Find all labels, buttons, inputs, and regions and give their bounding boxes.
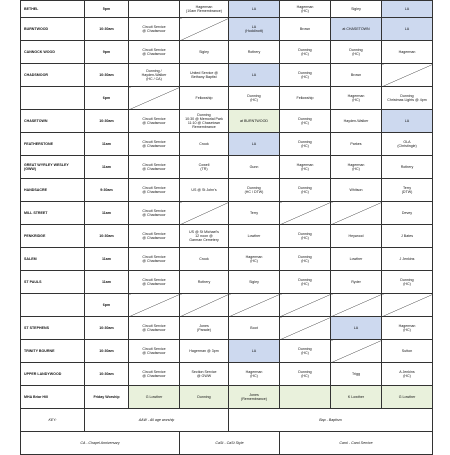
preacher-cell: Circuit Service @ Chadsmoor <box>129 179 180 202</box>
preacher-cell: K Lowther <box>331 386 382 409</box>
no-service-cell <box>280 294 331 317</box>
preacher-cell: LA <box>229 1 280 18</box>
preacher-cell: Dunning (HC) <box>331 41 382 64</box>
preacher-cell: Rothery <box>180 271 229 294</box>
preacher-cell: Lowther <box>229 225 280 248</box>
service-time: 11am <box>85 271 129 294</box>
preacher-cell: G Lowther <box>382 386 433 409</box>
preacher-cell: Dunning (HC) <box>280 110 331 133</box>
preacher-cell: Brown <box>331 64 382 87</box>
preacher-cell: LA <box>382 110 433 133</box>
preacher-cell: Circuit Service @ Chadsmoor <box>129 225 180 248</box>
preacher-cell: Terry (DTW) <box>382 179 433 202</box>
preacher-cell: Hagerman (HC) <box>331 87 382 110</box>
preacher-cell: Boot <box>229 317 280 340</box>
preacher-cell: Circuit Service @ Chadsmoor <box>129 248 180 271</box>
service-time: 11am <box>85 202 129 225</box>
preacher-cell: Fellowship <box>180 87 229 110</box>
church-name: ST PAULS <box>21 271 85 294</box>
plan-row <box>21 202 433 225</box>
preacher-cell: Parkes <box>331 133 382 156</box>
preacher-cell: Dunning (HC) <box>280 340 331 363</box>
church-name <box>21 87 85 110</box>
no-service-cell <box>331 340 382 363</box>
service-time: 10:30am <box>85 363 129 386</box>
preacher-cell: Hagerman (HC) <box>382 317 433 340</box>
preacher-cell: Whitson <box>331 179 382 202</box>
no-service-cell <box>129 294 180 317</box>
preacher-cell: OLA (Christingle) <box>382 133 433 156</box>
preacher-cell: Hagerman @ 3pm <box>180 340 229 363</box>
key-item: CA - Chapel Anniversary <box>21 432 180 455</box>
preacher-cell: Dunning (HC) <box>280 248 331 271</box>
preaching-plan-table <box>20 0 433 455</box>
service-time: 11am <box>85 156 129 179</box>
preacher-cell: Dunning (HC) <box>280 41 331 64</box>
service-time: 9pm <box>85 41 129 64</box>
service-time: 6pm <box>85 87 129 110</box>
preacher-cell: Dunning (HC) <box>382 271 433 294</box>
plan-row <box>21 41 433 64</box>
service-time: 10:30am <box>85 18 129 41</box>
no-service-cell <box>382 294 433 317</box>
plan-row <box>21 156 433 179</box>
preacher-cell: Dunning (HC) <box>280 64 331 87</box>
preacher-cell: Dunning (HC) <box>280 271 331 294</box>
preacher-cell: G Lowther <box>129 386 180 409</box>
preacher-cell: Dunning (HC) <box>280 225 331 248</box>
plan-row <box>21 294 433 317</box>
service-time: Friday Worship <box>85 386 129 409</box>
preacher-cell: Brown <box>280 18 331 41</box>
preacher-cell: Hagerman (HC) <box>280 1 331 18</box>
preacher-cell <box>129 1 180 18</box>
preacher-cell: Jones (Remembrance) <box>229 386 280 409</box>
preacher-cell: LA <box>229 64 280 87</box>
preacher-cell: Circuit Service @ Chadsmoor <box>129 340 180 363</box>
preacher-cell: Circuit Service @ Chadsmoor <box>129 156 180 179</box>
plan-row <box>21 64 433 87</box>
preacher-cell: Circuit Service @ Chadsmoor <box>129 18 180 41</box>
no-service-cell <box>180 202 229 225</box>
preacher-cell: Gunn <box>229 156 280 179</box>
preacher-cell: Circuit Service @ Chadsmoor <box>129 110 180 133</box>
preacher-cell: Sigley <box>229 271 280 294</box>
church-name: CHASETOWN <box>21 110 85 133</box>
plan-row <box>21 1 433 18</box>
preacher-cell: at BURNTWOOD <box>229 110 280 133</box>
service-time: 9:30am <box>85 179 129 202</box>
key-item: CaSt - CaSt Style <box>180 432 280 455</box>
service-time: 5pm <box>85 1 129 18</box>
preacher-cell: Terry <box>229 202 280 225</box>
preacher-cell: LA <box>229 340 280 363</box>
preacher-cell: Sigley <box>331 1 382 18</box>
preacher-cell: Circuit Service @ Chadsmoor <box>129 133 180 156</box>
preacher-cell: Hagerman (HC) <box>331 156 382 179</box>
preacher-cell: LA <box>382 1 433 18</box>
preacher-cell: Dunning (HC / DTW) <box>229 179 280 202</box>
no-service-cell <box>382 64 433 87</box>
preacher-cell: Circuit Service @ Chadsmoor <box>129 202 180 225</box>
key-item: Carol - Carol Service <box>280 432 433 455</box>
service-time: 6pm <box>85 294 129 317</box>
service-time: 11am <box>85 248 129 271</box>
preacher-cell: United Service @ Bethany Baptist <box>180 64 229 87</box>
plan-row <box>21 271 433 294</box>
church-name: GREAT WYRLEY WESLEY (GWW) <box>21 156 85 179</box>
church-name: TRINITY BOURNE <box>21 340 85 363</box>
preacher-cell: Sigley <box>180 41 229 64</box>
preacher-cell: Circuit Service @ Chadsmoor <box>129 41 180 64</box>
preacher-cell: Circuit Service @ Chadsmoor <box>129 363 180 386</box>
preacher-cell: A Jenkins (HC) <box>382 363 433 386</box>
key-row <box>21 432 433 455</box>
plan-row <box>21 248 433 271</box>
church-name <box>21 294 85 317</box>
church-name: PENKRIDGE <box>21 225 85 248</box>
church-name: MILL STREET <box>21 202 85 225</box>
preacher-cell: Sutton <box>382 340 433 363</box>
no-service-cell <box>129 87 180 110</box>
no-service-cell <box>280 202 331 225</box>
preacher-cell: Hagerman <box>382 41 433 64</box>
no-service-cell <box>331 202 382 225</box>
church-name: UPPER LANDYWOOD <box>21 363 85 386</box>
preacher-cell: Dunning (HC) <box>280 363 331 386</box>
key-item: AAW - All age worship <box>85 409 229 432</box>
key-row <box>21 409 433 432</box>
service-time: 10:30am <box>85 64 129 87</box>
no-service-cell <box>331 294 382 317</box>
preacher-cell: US @ St Michael's 12 noon @ Garman Cemetery <box>180 225 229 248</box>
preacher-cell: Dunning 10:30 @ Memorial Park 11:10 @ Chasetown Remembrance <box>180 110 229 133</box>
preacher-cell: at CHASETOWN <box>331 18 382 41</box>
preacher-cell: Rothery <box>229 41 280 64</box>
preacher-cell: Dunning <box>180 386 229 409</box>
preacher-cell: LA (Hoddinott) <box>229 18 280 41</box>
church-name: CHADSMOOR <box>21 64 85 87</box>
preacher-cell: Hagerman (HC) <box>280 156 331 179</box>
church-name: MHA Briar Hill <box>21 386 85 409</box>
no-service-cell <box>180 18 229 41</box>
key-label: KEY: <box>21 409 85 432</box>
plan-row <box>21 110 433 133</box>
plan-row <box>21 179 433 202</box>
preacher-cell: Jones (Parade) <box>180 317 229 340</box>
plan-row <box>21 87 433 110</box>
church-name: SALEM <box>21 248 85 271</box>
church-name: BETHEL <box>21 1 85 18</box>
preacher-cell: Heywood <box>331 225 382 248</box>
preacher-cell: Dunning (HC) <box>280 133 331 156</box>
preacher-cell: LA <box>331 317 382 340</box>
preacher-cell: Hagerman (HC) <box>229 363 280 386</box>
plan-row <box>21 18 433 41</box>
church-name: HANDSACRE <box>21 179 85 202</box>
preacher-cell: Fellowship <box>280 87 331 110</box>
plan-row <box>21 386 433 409</box>
plan-row <box>21 133 433 156</box>
preacher-cell: Dunning (HC) <box>280 179 331 202</box>
no-service-cell <box>229 294 280 317</box>
preacher-cell: J Bates <box>382 225 433 248</box>
no-service-cell <box>180 294 229 317</box>
plan-row <box>21 340 433 363</box>
service-time: 10:30am <box>85 225 129 248</box>
preacher-cell: Lowther <box>331 248 382 271</box>
no-service-cell <box>280 317 331 340</box>
preacher-cell: Dunning / Hayden-Walker (HC / CA) <box>129 64 180 87</box>
preacher-cell: J Jenkins <box>382 248 433 271</box>
service-time: 10:30am <box>85 110 129 133</box>
preacher-cell <box>280 386 331 409</box>
church-name: FEATHERSTONE <box>21 133 85 156</box>
church-name: ST STEPHENS <box>21 317 85 340</box>
church-name: BURNTWOOD <box>21 18 85 41</box>
preacher-cell: Hayden-Walker <box>331 110 382 133</box>
preacher-cell: LA <box>382 18 433 41</box>
preacher-cell: Section Service @ GWW <box>180 363 229 386</box>
preacher-cell: Rothery <box>382 156 433 179</box>
preacher-cell: Hagerman (10am Remembrance) <box>180 1 229 18</box>
preacher-cell: Trigg <box>331 363 382 386</box>
plan-row <box>21 225 433 248</box>
preacher-cell: Crook <box>180 133 229 156</box>
preacher-cell: Cowell (TR) <box>180 156 229 179</box>
preacher-cell: Circuit Service @ Chadsmoor <box>129 317 180 340</box>
plan-row <box>21 363 433 386</box>
preacher-cell: Circuit Service @ Chadsmoor <box>129 271 180 294</box>
preacher-cell: Dunning Christmas Lights @ 4pm <box>382 87 433 110</box>
service-time: 10:30am <box>85 317 129 340</box>
preacher-cell: Hagerman (HC) <box>229 248 280 271</box>
key-item: Bap - Baptism <box>229 409 433 432</box>
service-time: 11am <box>85 133 129 156</box>
service-time: 10:30am <box>85 340 129 363</box>
preacher-cell: Devey <box>382 202 433 225</box>
preacher-cell: Crook <box>180 248 229 271</box>
preacher-cell: Ryder <box>331 271 382 294</box>
plan-row <box>21 317 433 340</box>
preacher-cell: Dunning (HC) <box>229 87 280 110</box>
preacher-cell: LA <box>229 133 280 156</box>
church-name: CANNOCK WOOD <box>21 41 85 64</box>
preacher-cell: US @ St John's <box>180 179 229 202</box>
